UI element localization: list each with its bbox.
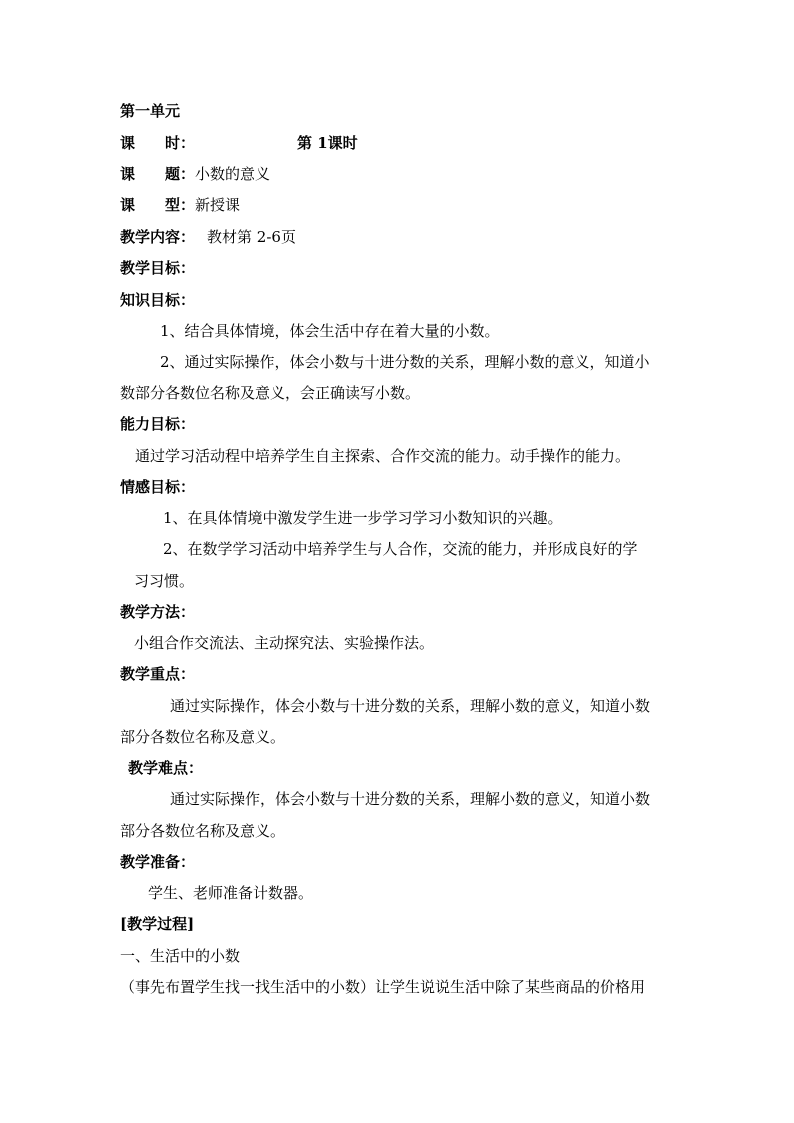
knowledge-item-2-cont: 数部分各数位名称及意义，会正确读写小数。 <box>120 384 421 402</box>
section-1-text: （事先布置学生找一找生活中的小数）让学生说说生活中除了某些商品的价格用 <box>120 978 646 996</box>
emotion-heading: 情感目标： <box>120 478 196 496</box>
prep-item-1: 学生、老师准备计数器。 <box>148 884 314 902</box>
unit-heading: 第一单元 <box>120 102 181 120</box>
process-heading: [教学过程] <box>120 915 195 933</box>
section-1-heading: 一、生活中的小数 <box>120 947 241 965</box>
type-label: 课 型： <box>120 196 196 214</box>
knowledge-item-1: 1、结合具体情境，体会生活中存在着大量的小数。 <box>160 322 500 340</box>
topic-row <box>120 164 270 184</box>
content-label: 教学内容： <box>120 228 196 246</box>
method-item-1: 小组合作交流法、主动探究法、实验操作法。 <box>134 634 435 652</box>
difficulty-item-1-cont: 部分各数位名称及意义。 <box>120 822 286 840</box>
ability-item-1: 通过学习活动程中培养学生自主探索、合作交流的能力。动手操作的能力。 <box>135 447 631 465</box>
emotion-item-2-cont: 习习惯。 <box>134 572 195 590</box>
content-value: 教材第 2-6页 <box>207 228 296 246</box>
type-row <box>120 195 240 215</box>
emotion-item-1: 1、在具体情境中激发学生进一步学习学习小数知识的兴趣。 <box>163 509 563 527</box>
key-item-1: 通过实际操作，体会小数与十进分数的关系，理解小数的意义，知道小数 <box>170 697 651 715</box>
difficulty-item-1: 通过实际操作，体会小数与十进分数的关系，理解小数的意义，知道小数 <box>170 790 651 808</box>
period-value: 第 1课时 <box>297 134 358 152</box>
method-heading: 教学方法： <box>120 603 196 621</box>
difficulty-heading: 教学难点： <box>128 759 204 777</box>
ability-heading: 能力目标： <box>120 415 196 433</box>
period-label: 课 时： <box>120 134 196 152</box>
knowledge-heading: 知识目标： <box>120 291 196 309</box>
content-row <box>120 227 296 247</box>
goals-heading: 教学目标： <box>120 259 196 277</box>
topic-label: 课 题： <box>120 165 196 183</box>
knowledge-item-2: 2、通过实际操作，体会小数与十进分数的关系，理解小数的意义，知道小 <box>160 353 650 371</box>
key-item-1-cont: 部分各数位名称及意义。 <box>120 728 286 746</box>
type-value: 新授课 <box>195 196 241 214</box>
topic-value: 小数的意义 <box>195 165 271 183</box>
prep-heading: 教学准备： <box>120 853 196 871</box>
key-heading: 教学重点： <box>120 665 196 683</box>
emotion-item-2: 2、在数学学习活动中培养学生与人合作，交流的能力，并形成良好的学 <box>163 540 638 558</box>
